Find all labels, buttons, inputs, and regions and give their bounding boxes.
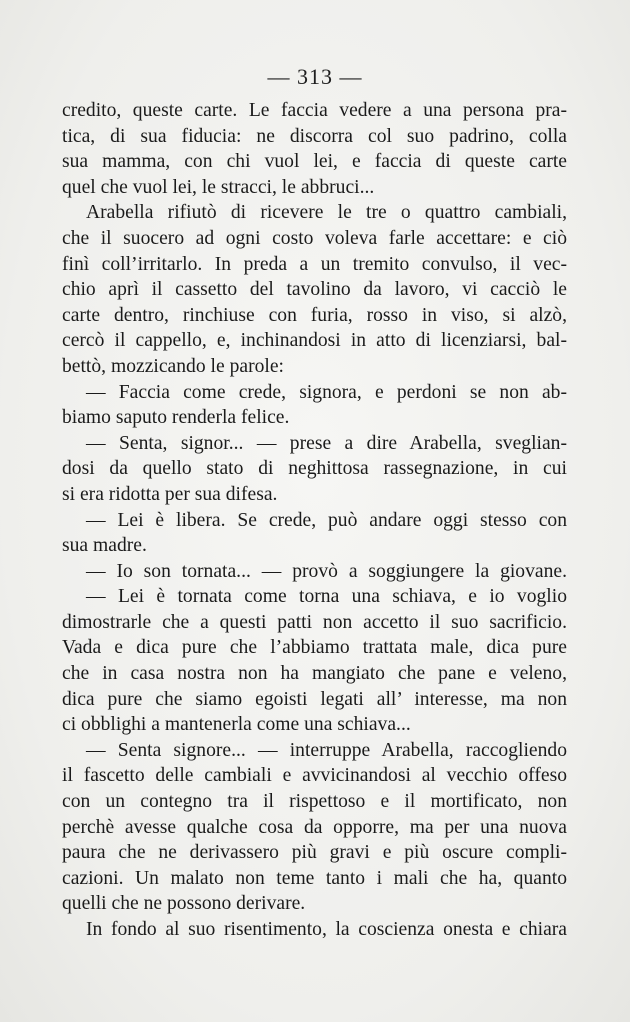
page-number: — 313 —	[267, 64, 363, 89]
text-line: credito, queste carte. Le faccia vedere a una persona pra-	[62, 100, 567, 121]
text-line: che il suocero ad ogni costo voleva farle accettare: e ciò	[62, 227, 567, 249]
text-line: bettò, mozzicando le parole:	[62, 355, 284, 377]
text-line: ci obblighi a mantenerla come una schiava...	[62, 714, 411, 736]
text-line: dosi da quello stato di neghittosa rassegnazione, in cui	[62, 458, 567, 480]
text-line: sua mamma, con chi vuol lei, e faccia di queste carte	[62, 151, 567, 173]
text-line: si era ridotta per sua difesa.	[62, 483, 278, 505]
text-line: con un contegno tra il rispettoso e il mortificato, non	[62, 791, 567, 813]
text-line: finì coll’irritarlo. In preda a un tremito convulso, il vec-	[62, 253, 567, 275]
text-line: — Lei è tornata come torna una schiava, e io voglio	[86, 586, 567, 608]
text-line: paura che ne derivassero più gravi e più oscure compli-	[62, 842, 567, 864]
text-line: il fascetto delle cambiali e avvicinandosi al vecchio offeso	[62, 765, 567, 787]
text-line: quelli che ne possono derivare.	[62, 893, 306, 915]
text-line: — Senta, signor... — prese a dire Arabella, sveglian-	[86, 432, 567, 454]
text-line: Vada e dica pure che l’abbiamo trattata male, dica pure	[62, 637, 567, 659]
text-line: biamo saputo renderla felice.	[62, 407, 290, 429]
text-line: dica pure che siamo egoisti legati all’ interesse, ma non	[62, 688, 567, 710]
text-line: cazioni. Un malato non teme tanto i mali che ha, quanto	[62, 867, 567, 889]
text-line: tica, di sua fiducia: ne discorra col suo padrino, colla	[62, 125, 567, 147]
text-line: — Io son tornata... — provò a soggiungere la giovane.	[86, 560, 567, 582]
text-line: sua madre.	[62, 535, 147, 557]
text-line: che in casa nostra non ha mangiato che pane e veleno,	[62, 663, 567, 685]
text-line: Arabella rifiutò di ricevere le tre o quattro cambiali,	[86, 202, 567, 224]
text-line: chio aprì il cassetto del tavolino da lavoro, vi cacciò le	[62, 279, 567, 301]
text-line: quel che vuol lei, le stracci, le abbruci...	[62, 176, 375, 198]
text-line: — Lei è libera. Se crede, può andare oggi stesso con	[86, 509, 567, 531]
text-line: In fondo al suo risentimento, la coscienza onesta e chiara	[86, 919, 567, 940]
text-line: dimostrarle che a questi patti non accetto il suo sacrificio.	[62, 611, 567, 633]
text-line: carte dentro, rinchiuse con furia, rosso in viso, si alzò,	[62, 304, 567, 326]
text-line: cercò il cappello, e, inchinandosi in atto di licenziarsi, bal-	[62, 330, 567, 352]
text-line: — Senta signore... — interruppe Arabella, raccogliendo	[86, 739, 567, 761]
text-line: perchè avesse qualche cosa da opporre, ma per una nuova	[62, 816, 567, 838]
text-line: — Faccia come crede, signora, e perdoni se non ab-	[86, 381, 567, 403]
body-text	[62, 98, 567, 943]
